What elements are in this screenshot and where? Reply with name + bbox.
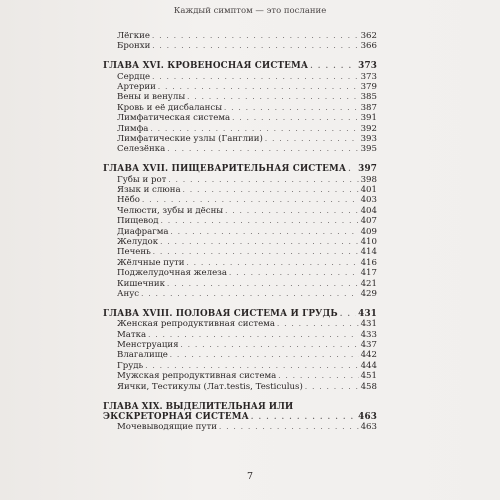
- toc-section-entry[interactable]: [103, 175, 377, 185]
- section-title: Матка: [117, 329, 147, 340]
- page-ref: 431: [360, 319, 377, 330]
- page-ref: 373: [358, 61, 377, 72]
- page-ref: 395: [360, 144, 377, 155]
- page-ref: 437: [360, 340, 377, 351]
- toc-section-entry[interactable]: [103, 350, 377, 360]
- toc-section-entry[interactable]: [103, 227, 377, 237]
- page-ref: 458: [360, 381, 377, 392]
- running-header: Каждый симптом — это послание: [173, 6, 327, 16]
- dot-leader: [251, 412, 356, 422]
- section-title: Лимфатическая система: [117, 113, 231, 124]
- toc-section-entry[interactable]: [103, 31, 377, 41]
- page-number: 7: [246, 471, 254, 482]
- section-title: Печень: [117, 247, 151, 258]
- toc-section-entry[interactable]: [103, 134, 377, 144]
- dot-leader: [168, 175, 358, 185]
- toc-chapter-entry[interactable]: [103, 61, 377, 71]
- page-ref: 398: [360, 174, 377, 185]
- dot-leader: [142, 195, 359, 205]
- page-ref: 463: [360, 422, 377, 433]
- section-title: Вены и венулы: [117, 92, 186, 103]
- dot-leader: [160, 237, 359, 247]
- dot-leader: [171, 227, 359, 237]
- page-ref: 391: [360, 113, 377, 124]
- page-ref: 366: [360, 41, 377, 52]
- section-gap: [103, 155, 377, 165]
- section-title: Нёбо: [117, 195, 140, 206]
- page-ref: 362: [360, 31, 377, 41]
- page-ref: 392: [360, 123, 377, 134]
- section-title: Мочевыводящие пути: [117, 422, 217, 433]
- section-title: Язык и слюна: [117, 185, 181, 196]
- chapter-title: ГЛАВА XVIII. ПОЛОВАЯ СИСТЕМА И ГРУДЬ: [103, 308, 338, 319]
- page-ref: 414: [360, 247, 377, 258]
- page-ref: 409: [360, 226, 377, 237]
- dot-leader: [187, 258, 359, 268]
- toc-chapter-entry[interactable]: [103, 164, 377, 174]
- section-title: Лимфа: [117, 123, 149, 134]
- toc-section-entry[interactable]: [103, 289, 377, 299]
- toc-section-entry[interactable]: [103, 185, 377, 195]
- section-title: Яички, Тестикулы (Лат.testis, Testiculus): [117, 381, 303, 392]
- section-title: Влагалище: [117, 350, 168, 361]
- page-ref: 410: [360, 237, 377, 248]
- page-ref: 401: [360, 185, 377, 196]
- dot-leader: [158, 82, 359, 92]
- toc-section-entry[interactable]: [103, 216, 377, 226]
- dot-leader: [152, 72, 359, 82]
- dot-leader: [148, 330, 358, 340]
- chapter-title: ГЛАВА XVII. ПИЩЕВАРИТЕЛЬНАЯ СИСТЕМА: [103, 164, 347, 175]
- section-title: Артерии: [117, 82, 156, 93]
- page-ref: 416: [360, 257, 377, 268]
- toc-section-entry[interactable]: [103, 113, 377, 123]
- section-title: Мужская репродуктивная система: [117, 371, 277, 382]
- section-title: Лимфатические узлы (Ганглии): [117, 134, 263, 145]
- toc-section-entry[interactable]: [103, 195, 377, 205]
- section-title: Пищевод: [117, 216, 159, 227]
- toc-section-entry[interactable]: [103, 371, 377, 381]
- section-title: Анус: [117, 288, 140, 299]
- toc-section-entry[interactable]: [103, 237, 377, 247]
- dot-leader: [152, 41, 358, 51]
- section-gap: [103, 299, 377, 309]
- toc-section-entry[interactable]: [103, 319, 377, 329]
- section-title: Челюсти, зубы и дёсны: [117, 205, 224, 216]
- page-ref: 387: [360, 102, 377, 113]
- page-ref: 379: [360, 82, 377, 93]
- page-ref: 417: [360, 268, 377, 279]
- dot-leader: [340, 309, 356, 319]
- dot-leader: [278, 371, 358, 381]
- page-ref: 463: [358, 411, 377, 422]
- section-title: Кишечник: [117, 278, 165, 289]
- dot-leader: [187, 92, 358, 102]
- toc-chapter-entry[interactable]: [103, 402, 377, 423]
- toc-section-entry[interactable]: [103, 268, 377, 278]
- toc-section-entry[interactable]: [103, 206, 377, 216]
- toc-section-entry[interactable]: [103, 72, 377, 82]
- dot-leader: [219, 422, 359, 432]
- page-ref: 403: [360, 195, 377, 206]
- page-ref: 421: [360, 278, 377, 289]
- dot-leader: [229, 268, 359, 278]
- dot-leader: [152, 31, 359, 41]
- chapter-title-line2-row: [103, 412, 377, 422]
- section-title: Жёлчные пути: [117, 257, 185, 268]
- chapter-title-line1: ГЛАВА XIX. ВЫДЕЛИТЕЛЬНАЯ ИЛИ: [103, 401, 294, 412]
- section-title: Грудь: [117, 360, 144, 371]
- section-title: Сердце: [117, 71, 151, 82]
- dot-leader: [232, 113, 358, 123]
- toc-section-entry[interactable]: [103, 144, 377, 154]
- section-title: Диафрагма: [117, 226, 169, 237]
- dot-leader: [183, 185, 359, 195]
- section-title: Губы и рот: [117, 174, 167, 185]
- toc-section-entry[interactable]: [103, 41, 377, 51]
- toc-section-entry[interactable]: [103, 340, 377, 350]
- dot-leader: [348, 164, 356, 174]
- page-ref: 433: [360, 329, 377, 340]
- toc-section-entry[interactable]: [103, 124, 377, 134]
- page-ref: 429: [360, 288, 377, 299]
- dot-leader: [277, 319, 359, 329]
- section-title: Женская репродуктивная система: [117, 319, 275, 330]
- chapter-title: ЭКСКРЕТОРНАЯ СИСТЕМА: [103, 411, 249, 422]
- page-ref: 397: [358, 164, 377, 175]
- page-ref: 431: [358, 308, 377, 319]
- dot-leader: [265, 134, 359, 144]
- dot-leader: [224, 103, 359, 113]
- toc-section-entry[interactable]: [103, 258, 377, 268]
- section-title: Кровь и её дисбалансы: [117, 102, 223, 113]
- dot-leader: [167, 144, 358, 154]
- dot-leader: [161, 216, 359, 226]
- toc-section-entry[interactable]: [103, 382, 377, 392]
- page-ref: 385: [360, 92, 377, 103]
- toc-section-entry[interactable]: [103, 92, 377, 102]
- chapter-title: ГЛАВА XVI. КРОВЕНОСНАЯ СИСТЕМА: [103, 61, 309, 72]
- page-ref: 407: [360, 216, 377, 227]
- toc-section-entry[interactable]: [103, 103, 377, 113]
- page-ref: 393: [360, 134, 377, 145]
- page-ref: 444: [360, 360, 377, 371]
- dot-leader: [181, 340, 359, 350]
- section-title: Желудок: [117, 237, 159, 248]
- section-title: Бронхи: [117, 41, 151, 52]
- dot-leader: [167, 279, 359, 289]
- section-gap: [103, 392, 377, 402]
- toc-section-entry[interactable]: [103, 330, 377, 340]
- dot-leader: [225, 206, 358, 216]
- toc-chapter-entry[interactable]: [103, 309, 377, 319]
- dot-leader: [170, 350, 359, 360]
- section-title: Селезёнка: [117, 144, 166, 155]
- table-of-contents: [103, 31, 377, 433]
- dot-leader: [305, 382, 359, 392]
- dot-leader: [150, 124, 358, 134]
- toc-section-entry[interactable]: [103, 422, 377, 432]
- page-ref: 451: [360, 371, 377, 382]
- dot-leader: [310, 61, 356, 71]
- page-ref: 442: [360, 350, 377, 361]
- section-gap: [103, 52, 377, 62]
- page-ref: 373: [360, 71, 377, 82]
- toc-section-entry[interactable]: [103, 247, 377, 257]
- dot-leader: [145, 361, 358, 371]
- section-title: Менструация: [117, 340, 179, 351]
- section-title: Лёгкие: [117, 31, 150, 41]
- toc-section-entry[interactable]: [103, 82, 377, 92]
- section-title: Поджелудочная железа: [117, 268, 227, 279]
- dot-leader: [153, 247, 359, 257]
- toc-section-entry[interactable]: [103, 361, 377, 371]
- dot-leader: [141, 289, 358, 299]
- toc-section-entry[interactable]: [103, 279, 377, 289]
- page-ref: 404: [360, 205, 377, 216]
